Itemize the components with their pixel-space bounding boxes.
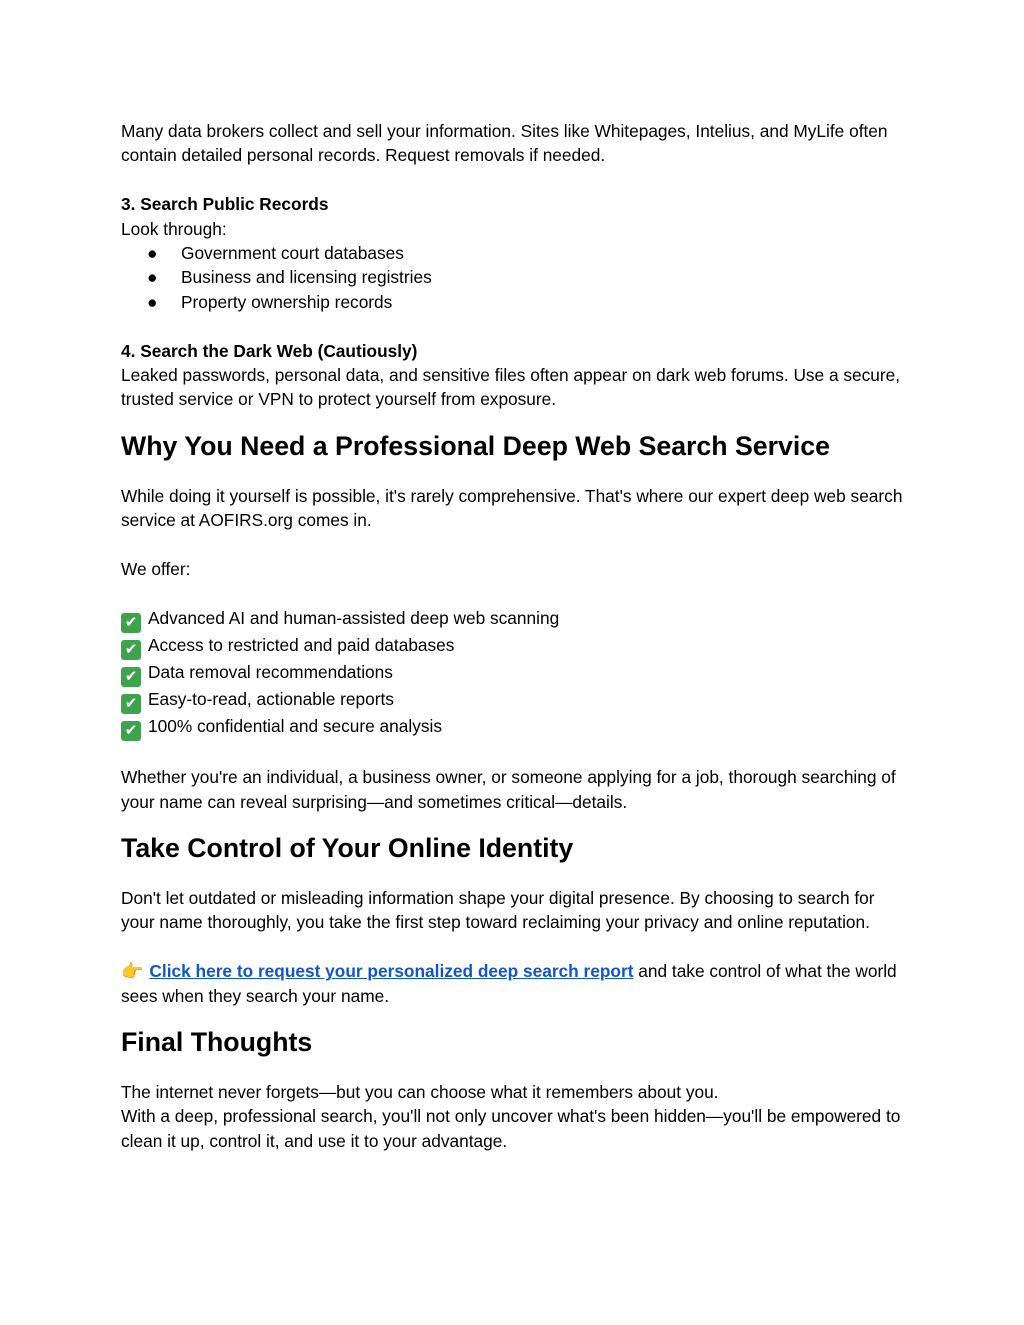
list-item: ● Property ownership records xyxy=(121,290,911,314)
section-4-body: Leaked passwords, personal data, and sensitive files often appear on dark web forums. Use a secure, trusted service or VPN to protect yourself from exposure. xyxy=(121,365,901,410)
list-item: ✔ Data removal recommendations xyxy=(121,660,911,687)
final-line-2: With a deep, professional search, you'll not only uncover what's been hidden—you'll be empowered to clean it up, control it, and use it to your advantage. xyxy=(121,1106,901,1151)
section-3-lead: Look through: xyxy=(121,218,227,239)
list-item: ✔ Advanced AI and human-assisted deep web scanning xyxy=(121,606,911,633)
list-item: ✔ Easy-to-read, actionable reports xyxy=(121,687,911,714)
public-records-list xyxy=(121,241,911,314)
list-item: ✔ Access to restricted and paid databases xyxy=(121,633,911,660)
cta-trailing-text: and take control of what the world sees when they search your name. xyxy=(121,961,897,1006)
check-mark-icon: ✔ xyxy=(121,667,141,687)
check-mark-icon: ✔ xyxy=(121,613,141,633)
control-heading: Take Control of Your Online Identity xyxy=(121,833,574,864)
pointing-hand-icon: 👉 xyxy=(121,961,144,982)
bullet-icon: ● xyxy=(147,267,158,288)
bullet-icon: ● xyxy=(147,291,158,312)
check-mark-icon: ✔ xyxy=(121,721,141,741)
section-3-heading: 3. Search Public Records xyxy=(121,194,329,215)
bullet-icon: ● xyxy=(147,243,158,264)
final-line-1: The internet never forgets—but you can choose what it remembers about you. xyxy=(121,1082,719,1103)
list-item: ● Business and licensing registries xyxy=(121,265,911,289)
why-heading: Why You Need a Professional Deep Web Search Service xyxy=(121,430,830,461)
offer-list xyxy=(121,606,911,741)
offer-lead: We offer: xyxy=(121,559,191,580)
why-paragraph-1: While doing it yourself is possible, it's rarely comprehensive. That's where our expert deep web search service at AOFIRS.org comes in. xyxy=(121,485,903,531)
cta-paragraph xyxy=(121,959,911,1008)
why-paragraph-2: Whether you're an individual, a business owner, or someone applying for a job, thorough searching of your name can reveal surprising—and sometimes critical—details. xyxy=(121,767,896,812)
intro-paragraph: Many data brokers collect and sell your information. Sites like Whitepages, Intelius, and MyLife often contain detailed personal records. Request removals if needed. xyxy=(121,121,888,166)
document-page xyxy=(121,119,911,1153)
list-item: ● Government court databases xyxy=(121,241,911,265)
list-item: ✔ 100% confidential and secure analysis xyxy=(121,714,911,741)
check-mark-icon: ✔ xyxy=(121,694,141,714)
section-4-heading: 4. Search the Dark Web (Cautiously) xyxy=(121,340,418,361)
check-mark-icon: ✔ xyxy=(121,640,141,660)
final-heading: Final Thoughts xyxy=(121,1027,313,1058)
request-report-link[interactable]: Click here to request your personalized deep search report xyxy=(149,961,634,982)
control-paragraph: Don't let outdated or misleading information shape your digital presence. By choosing to search for your name thoroughly, you take the first step toward reclaiming your privacy and online reputation. xyxy=(121,888,875,933)
